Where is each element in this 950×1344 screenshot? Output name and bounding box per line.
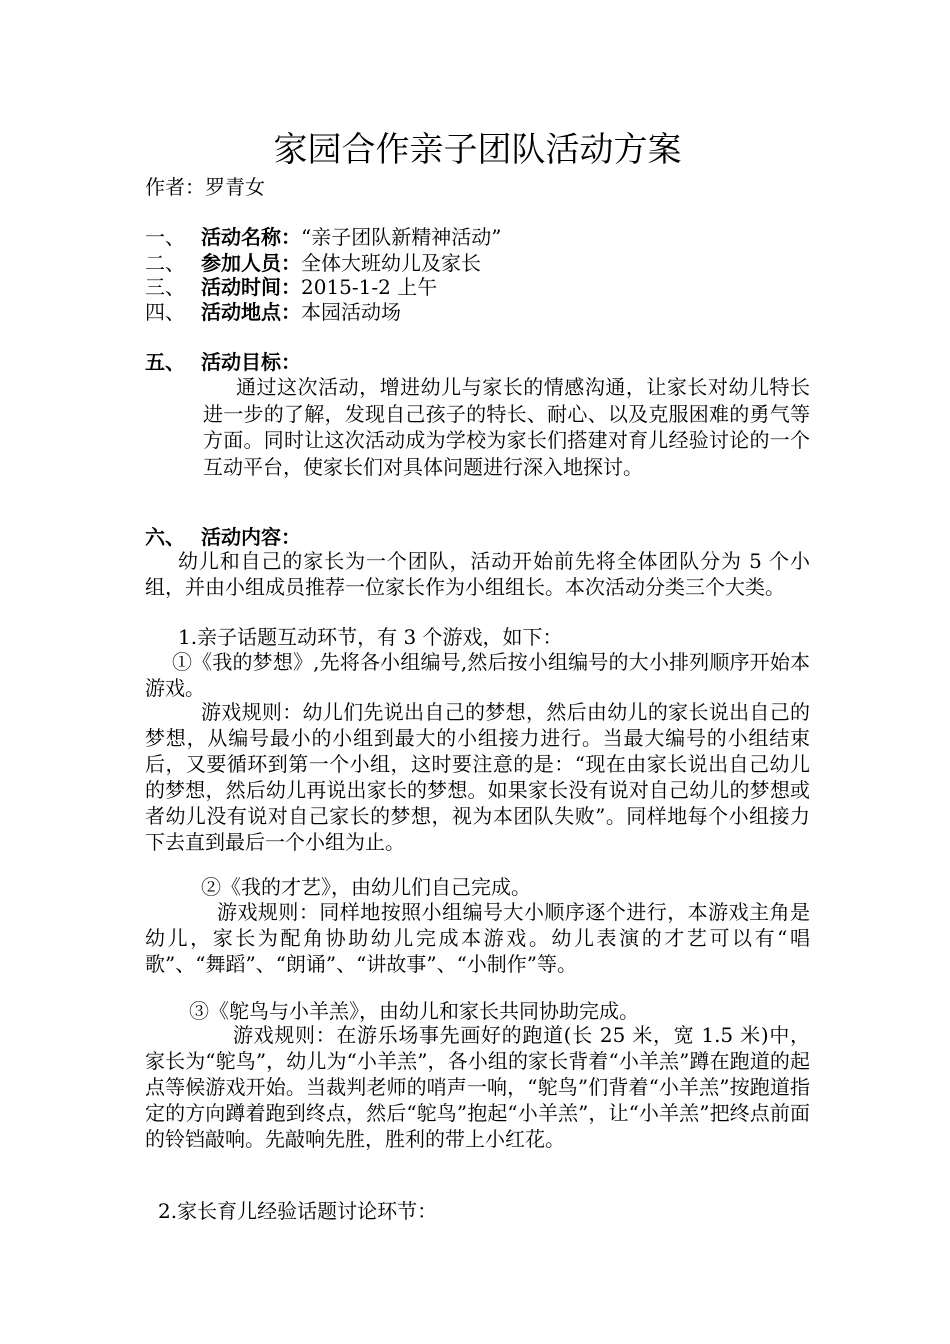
section-activity-location xyxy=(145,299,810,325)
section-label: 活动内容： xyxy=(201,525,301,549)
section-label: 活动时间： xyxy=(201,275,301,299)
goal-text: 通过这次活动，增进幼儿与家长的情感沟通，让家长对幼儿特长进一步的了解，发现自己孩子的特长、耐心、以及克服困难的勇气等方面。同时让这次活动成为学校为家长们搭建对育儿经验讨论的一个互动平台，使家长们对具体问题进行深入地探讨。 xyxy=(203,375,810,479)
section-label: 活动目标： xyxy=(201,350,301,374)
game2-rule: 游戏规则：同样地按照小组编号大小顺序逐个进行，本游戏主角是幼儿，家长为配角协助幼儿完成本游戏。幼儿表演的才艺可以有“唱歌”、“舞蹈”、“朗诵”、“讲故事”、“小制作”等。 xyxy=(145,900,810,976)
section-goal-heading xyxy=(145,349,810,375)
section-activity-name xyxy=(145,224,810,250)
section-participants xyxy=(145,250,810,276)
section-value: 本园活动场 xyxy=(301,300,401,324)
section-value: “亲子团队新精神活动” xyxy=(301,225,502,249)
section-number: 四、 xyxy=(145,300,185,324)
section-value: 全体大班幼儿及家长 xyxy=(301,251,481,275)
content-intro: 幼儿和自己的家长为一个团队，活动开始前先将全体团队分为 5 个小组，并由小组成员推荐一位家长作为小组组长。本次活动分类三个大类。 xyxy=(145,549,810,599)
section-content-heading xyxy=(145,524,810,550)
document-title: 家园合作亲子团队活动方案 xyxy=(273,130,682,170)
game1-rule: 游戏规则：幼儿们先说出自己的梦想，然后由幼儿的家长说出自己的梦想，从编号最小的小组到最大的小组接力进行。当最大编号的小组结束后，又要循环到第一个小组，这时要注意的是：“现在由家长说出自己幼儿的梦想，然后幼儿再说出家长的梦想。如果家长没有说对自己幼儿的梦想或者幼儿没有说对自己家长的梦想，视为本团队失败”。同样地每个小组接力下去直到最后一个小组为止。 xyxy=(145,700,810,854)
author-line: 作者：罗青女 xyxy=(145,175,265,199)
section-number: 三、 xyxy=(145,275,185,299)
section-number: 一、 xyxy=(145,225,185,249)
part2-heading: 2.家长育儿经验话题讨论环节： xyxy=(158,1199,438,1223)
game1-title: ①《我的梦想》,先将各小组编号,然后按小组编号的大小排列顺序开始本游戏。 xyxy=(145,650,810,700)
section-number: 五、 xyxy=(145,350,185,374)
section-activity-time xyxy=(145,274,810,300)
game2-title: ②《我的才艺》，由幼儿们自己完成。 xyxy=(201,875,531,899)
section-label: 活动名称： xyxy=(201,225,301,249)
game3-rule: 游戏规则：在游乐场事先画好的跑道(长 25 米，宽 1.5 米)中，家长为“鸵鸟”，幼儿为“小羊羔”，各小组的家长背着“小羊羔”蹲在跑道的起点等候游戏开始。当裁判老师的哨声一响，“鸵鸟”们背着“小羊羔”按跑道指定的方向蹲着跑到终点，然后“鸵鸟”抱起“小羊羔”，让“小羊羔”把终点前面的铃铛敲响。先敲响先胜，胜利的带上小红花。 xyxy=(145,1023,810,1151)
section-number: 六、 xyxy=(145,525,185,549)
section-number: 二、 xyxy=(145,251,185,275)
section-label: 活动地点： xyxy=(201,300,301,324)
section-value: 2015-1-2 上午 xyxy=(301,275,438,299)
section-label: 参加人员： xyxy=(201,251,301,275)
part1-heading: 1.亲子话题互动环节，有 3 个游戏，如下： xyxy=(178,625,563,649)
game3-title: ③《鸵鸟与小羊羔》，由幼儿和家长共同协助完成。 xyxy=(189,999,639,1023)
